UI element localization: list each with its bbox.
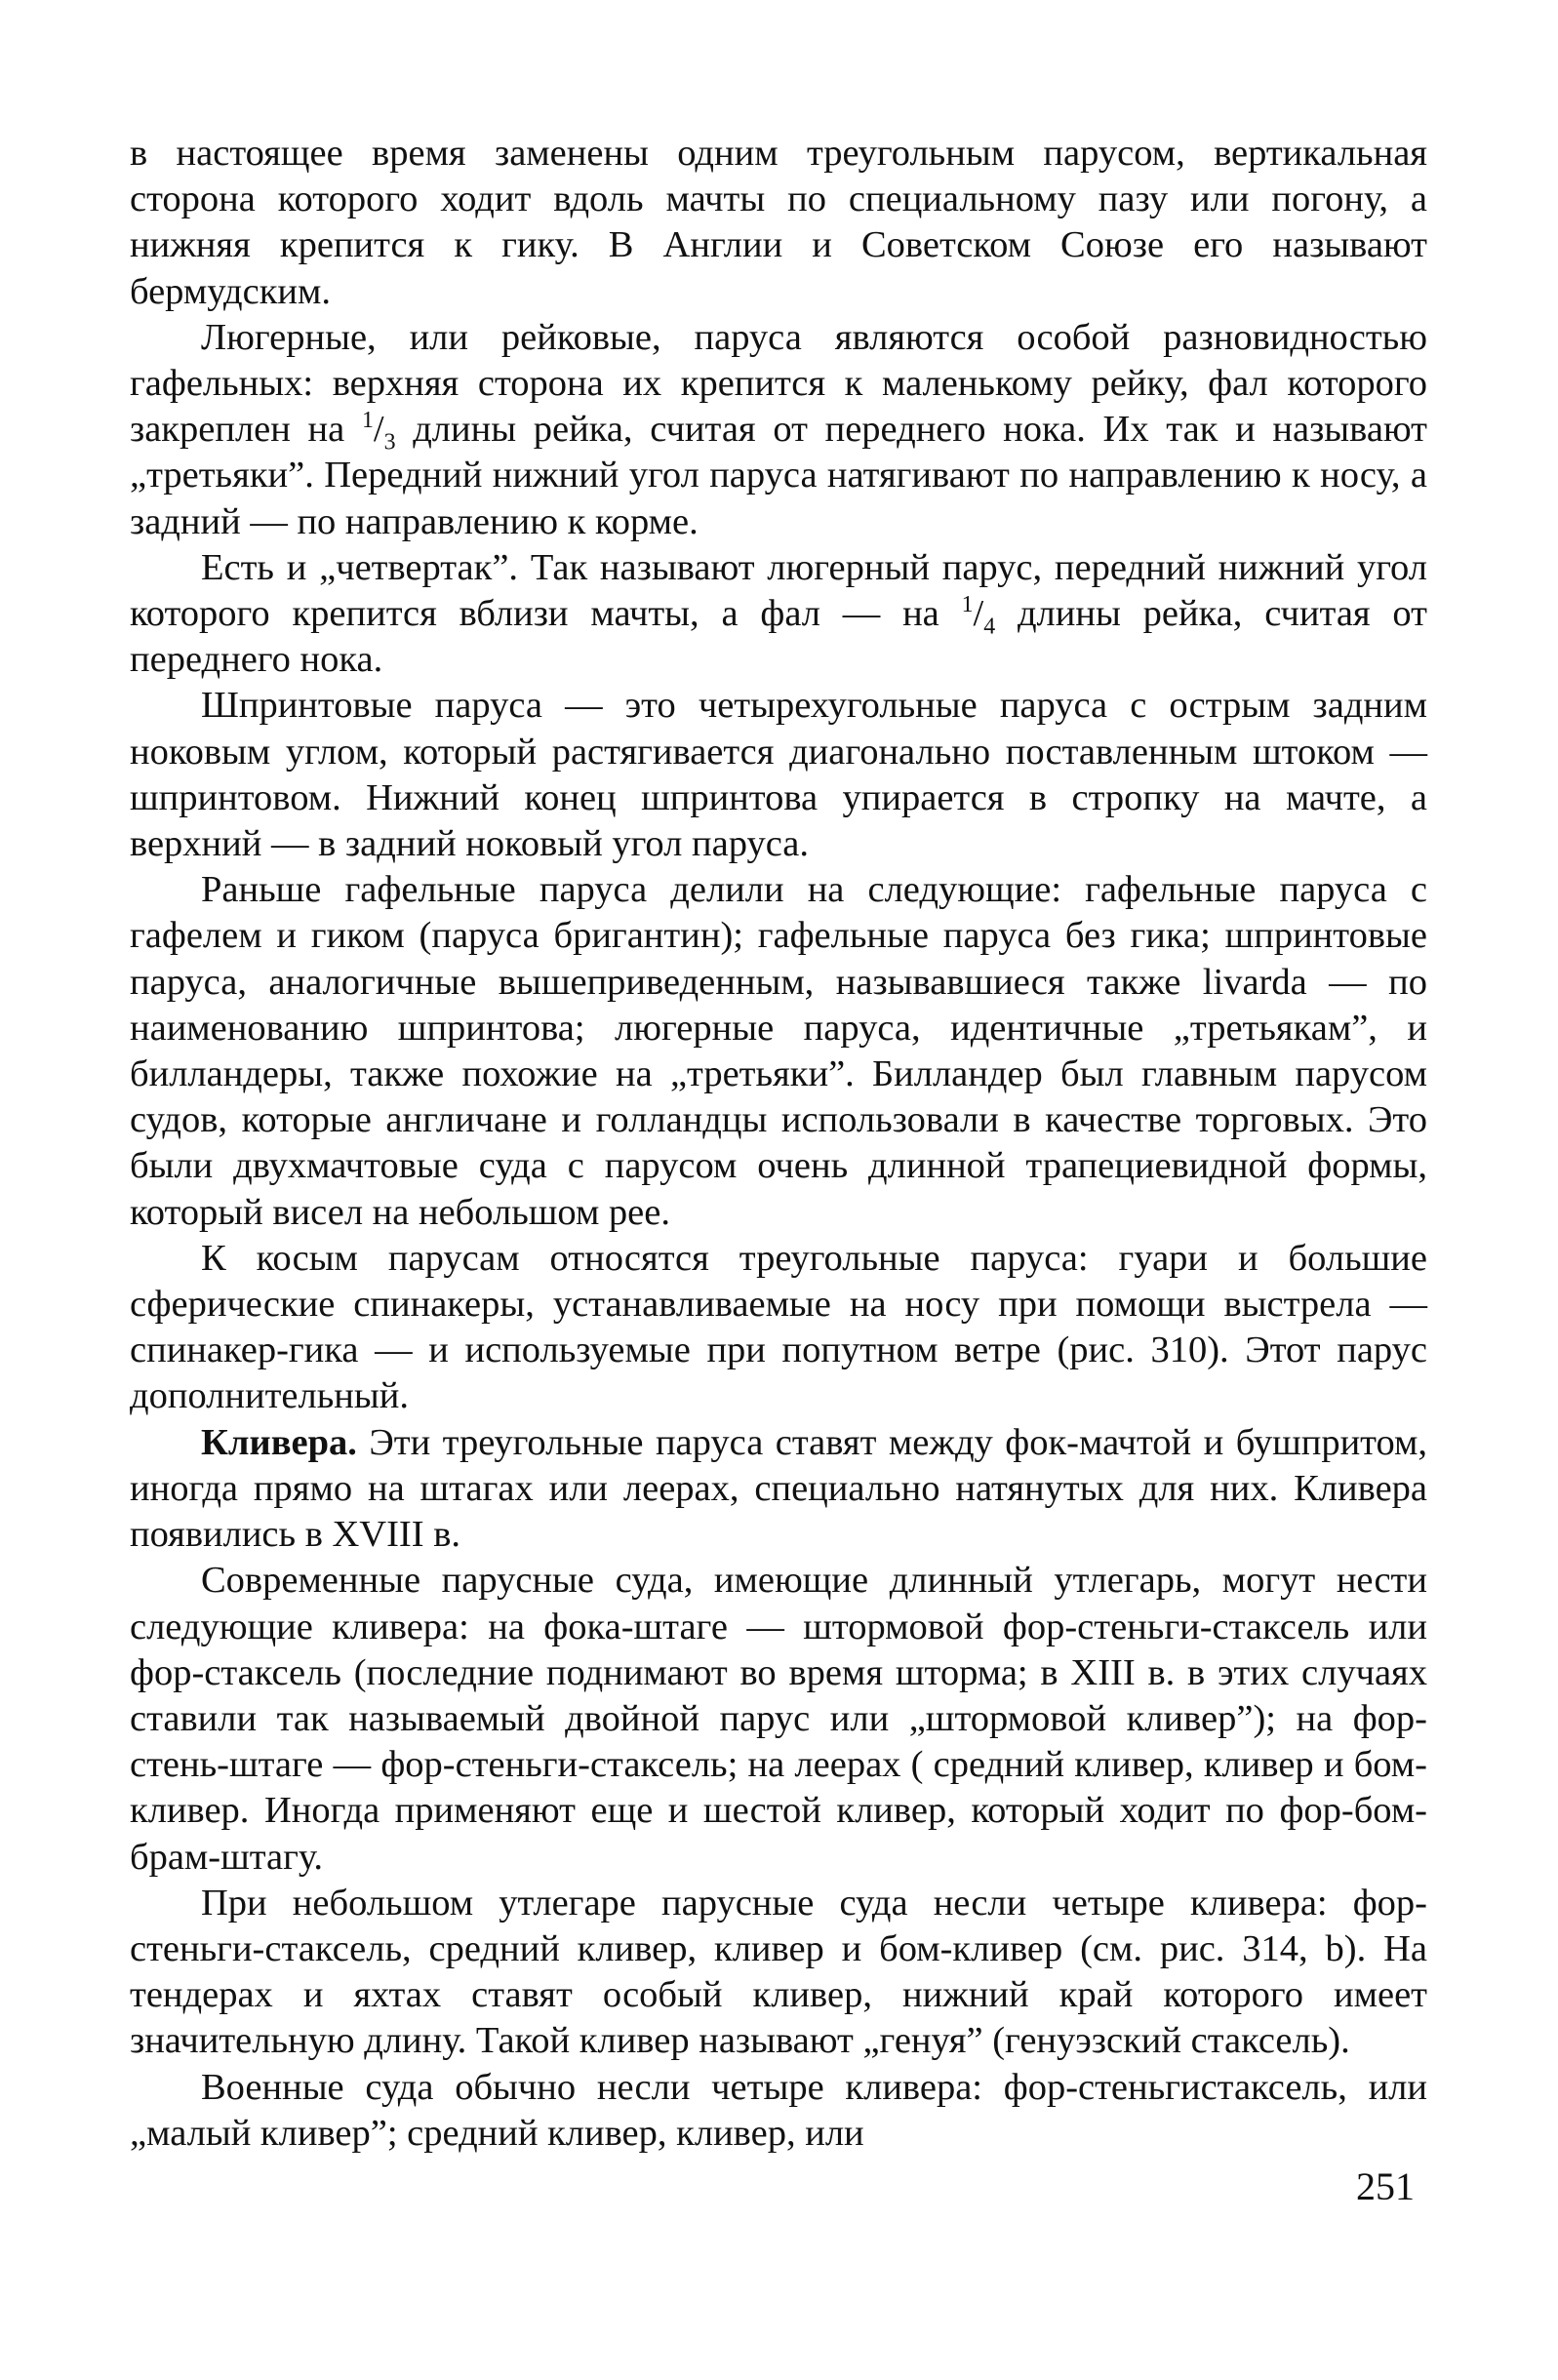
page-number: 251 <box>1356 2164 1415 2208</box>
section-heading-jibs: Кливера. <box>201 1421 357 1463</box>
fraction-one-third: $^1/_3$ <box>361 408 396 456</box>
paragraph-10 <box>130 2065 1427 2157</box>
paragraph-7-text: Эти треугольные паруса ставят между фок-мачтой и бушпритом, иногда прямо на штагах или леерах, специально натянутых для них. Кливера появились в XVIII в. <box>130 1421 1427 1556</box>
page-body <box>130 131 1427 2157</box>
paragraph-4-text: Шпринтовые паруса — это четырехугольные паруса с острым задним ноковым углом, который растягивается диагонально поставленным штоком — шпринтовом. Нижний конец шпринтова упирается в стропку на мачте, а верхний — в задний ноковый угол паруса. <box>130 685 1427 865</box>
paragraph-8 <box>130 1558 1427 1880</box>
paragraph-9 <box>130 1881 1427 2065</box>
paragraph-5 <box>130 867 1427 1236</box>
paragraph-4 <box>130 683 1427 867</box>
fraction-numerator: 1 <box>361 408 374 434</box>
paragraph-2-text-a: Люгерные, или рейковые, паруса являются особой разновидностью гафельных: верхняя сторона их крепится к маленькому рейку, фал которого закреплен на <box>130 316 1427 451</box>
paragraph-5-text: Раньше гафельные паруса делили на следующие: гафельные паруса с гафелем и гиком (паруса бригантин); гафельные паруса без гика; шпринтовые паруса, аналогичные вышеприведенным, называвшиеся также livarda — по наименованию шпринтова; люгерные паруса, идентичные „третьякам”, и билландеры, также похожие на „третьяки”. Билландер был главным парусом судов, которые англичане и голландцы использовали в качестве торговых. Это были двухмачтовые суда с парусом очень длинной трапециевидной формы, который висел на небольшом рее. <box>130 869 1427 1233</box>
fraction-denominator: 4 <box>983 614 996 640</box>
paragraph-3-text-a: Есть и „четвертак”. Так называют люгерный парус, передний нижний угол которого крепится вблизи мачты, а фал — на <box>130 546 1427 635</box>
paragraph-6 <box>130 1236 1427 1420</box>
paragraph-1-text: в настоящее время заменены одним треугольным парусом, вертикальная сторона которого ходит вдоль мачты по специальному пазу или погону, а нижняя крепится к гику. В Англии и Советском Союзе его называют бермудским. <box>130 133 1427 312</box>
paragraph-7 <box>130 1420 1427 1559</box>
paragraph-2-text-b: длины рейка, считая от переднего нока. Их так и называют „третьяки”. Передний нижний угол паруса натягивают по направлению к носу, а задний — по направлению к корме. <box>130 409 1427 542</box>
paragraph-2 <box>130 315 1427 545</box>
paragraph-9-text: При небольшом утлегаре парусные суда несли четыре кливера: фор-стеньги-стаксель, средний кливер, кливер и бом-кливер (см. рис. 314, b). На тендерах и яхтах ставят особый кливер, нижний край которого имеет значительную длину. Такой кливер называют „генуя” (генуэзский стаксель). <box>130 1882 1427 2062</box>
fraction-denominator: 3 <box>383 429 396 456</box>
paragraph-8-text: Современные парусные суда, имеющие длинный утлегарь, могут нести следующие кливера: на фока-штаге — штормовой фор-стеньги-стаксель или фор-стаксель (последние поднимают во время шторма; в XIII в. в этих случаях ставили так называемый двойной парус или „штормовой кливер”); на фор-стень-штаге — фор-стеньги-стаксель; на леерах ( средний кливер, кливер и бом-кливер. Иногда применяют еще и шестой кливер, который ходит по фор-бом-брам-штагу. <box>130 1560 1427 1878</box>
paragraph-6-text: К косым парусам относятся треугольные паруса: гуари и большие сферические спинакеры, устанавливаемые на носу при помощи выстрела — спинакер-гика — и используемые при попутном ветре (рис. 310). Этот парус дополнительный. <box>130 1237 1427 1417</box>
fraction-one-quarter: $^1/_4$ <box>961 592 996 640</box>
paragraph-1 <box>130 131 1427 315</box>
paragraph-3-text-b: длины рейка, считая от переднего нока. <box>130 593 1427 681</box>
fraction-numerator: 1 <box>961 592 974 618</box>
paragraph-10-text: Военные суда обычно несли четыре кливера: фор-стеньгистаксель, или „малый кливер”; средний кливер, кливер, или <box>130 2066 1427 2154</box>
paragraph-3 <box>130 545 1427 684</box>
